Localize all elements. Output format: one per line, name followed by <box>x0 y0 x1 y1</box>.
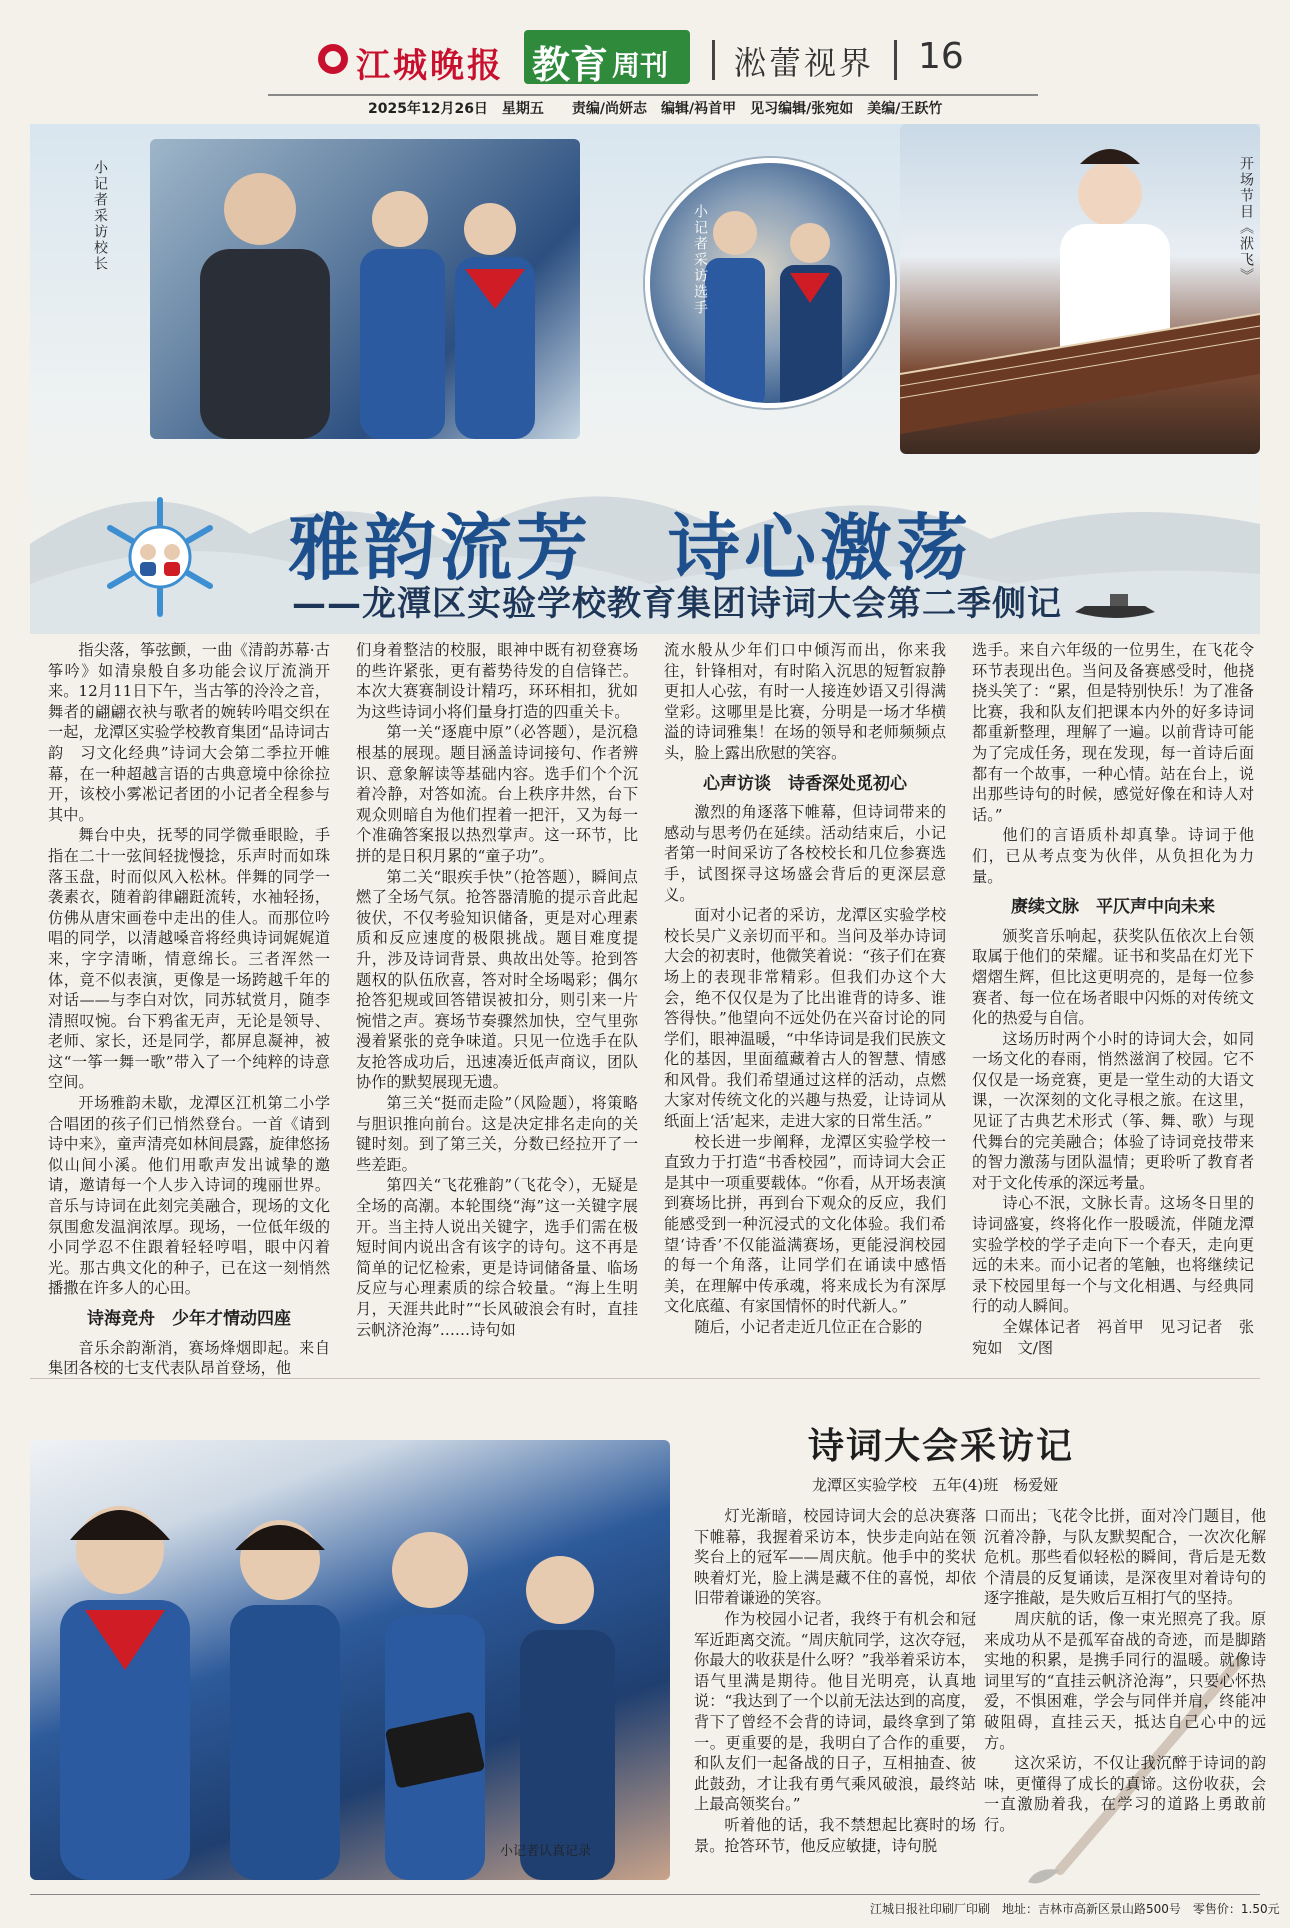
paragraph: 灯光渐暗，校园诗词大会的总决赛落下帷幕，我握着采访本，快步走向站在领奖台上的冠军——周庆航。他手中的奖状映着灯光，脸上满是藏不住的喜悦，却依旧带着谦逊的笑容。 <box>694 1507 976 1608</box>
article-byline: 全媒体记者 祃首甲 见习记者 张宛如 文/图 <box>972 1318 1254 1357</box>
paragraph: 口而出；飞花令比拼，面对冷门题目，他沉着冷静，与队友默契配合，一次次化解危机。那些看似轻松的瞬间，背后是无数个清晨的反复诵读，是深夜里对着诗句的逐字推敲，是失败后互相打气的坚持。 <box>984 1507 1266 1608</box>
paragraph: 开场雅韵未歇，龙潭区江机第二小学合唱团的孩子们已悄然登台。一首《请到诗中来》，童声清亮如林间晨露，旋律悠扬似山间小溪。他们用歌声发出诚挚的邀请，邀请每一个人步入诗词的瑰丽世界。音乐与诗词在此刻完美融合，现场的文化氛围愈发温润浓厚。现场，一位低年级的小同学忍不住跟着轻轻哼唱，眼中闪着光。那古典文化的种子，已在这一刻悄然播撒在许多人的心田。 <box>48 1094 330 1298</box>
snowflake-reporter-emblem-icon <box>90 492 230 622</box>
story2-column-2 <box>984 1506 1266 1836</box>
caption-interview-principal: 小记者采访校长 <box>92 160 108 272</box>
article-column-1 <box>48 640 330 1379</box>
paragraph: 校长进一步阐释，龙潭区实验学校一直致力于打造“书香校园”，而诗词大会正是其中一项重要载体。“你看，从开场表演到赛场比拼，再到台下观众的反应，我们能感受到一种沉浸式的文化体验。我们希望‘诗香’不仅能溢满赛场，更能浸润校园的每一个角落，让同学们在诵读中感悟美，在理解中传承魂，将来成长为有深厚文化底蕴、有家国情怀的时代新人。” <box>664 1132 946 1316</box>
hero-section <box>30 124 1260 634</box>
paragraph: 听着他的话，我不禁想起比赛时的场景。抢答环节，他反应敏捷，诗句脱 <box>694 1815 976 1855</box>
caption-interview-contestants: 小记者采访选手 <box>692 204 708 316</box>
article-column-4 <box>972 640 1254 1358</box>
masthead <box>0 0 1290 125</box>
paragraph: 周庆航的话，像一束光照亮了我。原来成功从不是孤军奋战的奇迹，而是脚踏实地的积累，是携手同行的温暖。就像诗词里写的“直挂云帆济沧海”，只要心怀热爱，不惧困难，学会与同伴并肩，终能冲破阻碍，直挂云天，抵达自己心中的远方。 <box>984 1609 1266 1752</box>
page-number: 16 <box>918 36 964 77</box>
paragraph: 第三关“挺而走险”（风险题），将策略与胆识推向前台。这是决定排名走向的关键时刻。到了第三关，分数已经拉开了一些差距。 <box>356 1094 638 1174</box>
paragraph: 第二关“眼疾手快”（抢答题），瞬间点燃了全场气氛。抢答器清脆的提示音此起彼伏，不仅考验知识储备，更是对心理素质和反应速度的极限挑战。题目难度提升，涉及诗词背景、典故出处等。抢到答题权的队伍欣喜，答对时全场喝彩；偶尔抢答犯规或回答错误被扣分，则引来一片惋惜之声。赛场节奏骤然加快，空气里弥漫着紧张的竞争味道。只见一位选手在队友抢答成功后，迅速凑近低声商议，团队协作的默契展现无遗。 <box>356 867 638 1092</box>
paragraph: 这场历时两个小时的诗词大会，如同一场文化的春雨，悄然滋润了校园。它不仅仅是一场竞赛，更是一堂生动的大语文课，一次深刻的文化寻根之旅。在这里，见证了古典艺术形式（筝、舞、歌）与现代舞台的完美融合；体验了诗词竞技带来的智力激荡与团队温情；更聆听了教育者对于文化传承的深远考量。 <box>972 1029 1254 1192</box>
date-and-editors: 2025年12月26日 星期五 责编/尚妍志 编辑/祃首甲 见习编辑/张宛如 美编/王跃竹 <box>368 101 943 117</box>
section-name: 淞蕾视界 <box>734 44 875 82</box>
caption-opening-program: 开场节目《洑飞》 <box>1238 156 1254 284</box>
photo-guzheng-icon <box>900 124 1260 454</box>
headline-text: 雅韵流芳 诗心激荡 <box>288 506 973 590</box>
photo-reporters-taking-notes <box>30 1440 670 1880</box>
newspaper-name: 江城晚报 <box>356 46 504 86</box>
edu-weekly-title: 教育 <box>532 42 609 87</box>
masthead-divider <box>894 40 897 80</box>
article-subheadline: ——龙潭区实验学校教育集团诗词大会第二季侧记 <box>292 584 1062 624</box>
story2-byline: 龙潭区实验学校 五年(4)班 杨爱娅 <box>812 1476 1059 1494</box>
photo-figures-icon <box>650 163 895 408</box>
footer-rule <box>30 1894 1260 1895</box>
story-divider <box>30 1378 1260 1379</box>
paragraph: 他们的言语质朴却真挚。诗词于他们，已从考点变为伙伴，从负担化为力量。 <box>972 826 1254 886</box>
paragraph: 随后，小记者走近几位正在合影的 <box>694 1318 923 1336</box>
caption-reporters-taking-notes: 小记者认真记录 <box>500 1844 592 1859</box>
ink-boat-icon <box>1070 584 1160 624</box>
section-heading: 诗海竞舟 少年才情动四座 <box>87 1309 291 1329</box>
paragraph: 们身着整洁的校服，眼神中既有初登赛场的些许紧张，更有蓄势待发的自信锋芒。本次大赛赛制设计精巧，环环相扣，犹如为这些诗词小将们量身打造的四重关卡。 <box>356 641 638 721</box>
article-column-3 <box>664 640 946 1338</box>
paragraph: 面对小记者的采访，龙潭区实验学校校长吴广义亲切而平和。当问及举办诗词大会的初衷时，他微笑着说：“孩子们在赛场上的表现非常精彩。但我们办这个大会，绝不仅仅是为了比出谁背的诗多、谁答得快。”他望向不远处仍在兴奋讨论的同学们，眼神温暖，“中华诗词是我们民族文化的基因，里面蕴藏着古人的智慧、情感和风骨。我们希望通过这样的活动，点燃大家对传统文化的兴趣与热爱，让诗词从纸面上‘活’起来，走进大家的日常生活。” <box>664 906 946 1131</box>
paragraph: 这次采访，不仅让我沉醉于诗词的韵味，更懂得了成长的真谛。这份收获，会一直激励着我，在学习的道路上勇敢前行。 <box>984 1754 1266 1834</box>
paragraph: 第四关“飞花雅韵”（飞花令），无疑是全场的高潮。本轮围绕“海”这一关键字展开。当主持人说出关键字，选手们需在极短时间内说出含有该字的诗句。这不再是简单的记忆检索，更是诗词储备量、临场反应与心理素质的综合较量。“海上生明月，天涯共此时”“长风破浪会有时，直挂云帆济沧海”……诗句如 <box>356 1176 638 1339</box>
paragraph: 流水般从少年们口中倾泻而出，你来我往，针锋相对，有时陷入沉思的短暂寂静更扣人心弦，有时一人接连妙语又引得满堂彩。这哪里是比赛，分明是一场才华横溢的诗词雅集！在场的领导和老师频频点头，脸上露出欣慰的笑容。 <box>664 641 946 762</box>
photo-reporter-interviews-contestants <box>645 158 895 408</box>
paragraph: 指尖落，筝弦颤，一曲《清韵苏幕·古筝吟》如清泉般自多功能会议厅流淌开来。12月11日下午，当古筝的泠泠之音，舞者的翩翩衣袂与歌者的婉转吟唱交织在一起，龙潭区实验学校教育集团“品诗词古韵 习文化经典”诗词大会第二季拉开帷幕，在一种超越言语的古典意境中徐徐拉开，该校小雾凇记者团的小记者全程参与其中。 <box>48 641 330 824</box>
paragraph: 舞台中央，抚琴的同学微垂眼睑，手指在二十一弦间轻拢慢捻，乐声时而如珠落玉盘，时而似风入松林。伴舞的同学一袭素衣，随着韵律翩跹流转，水袖轻扬，仿佛从唐宋画卷中走出的佳人。而那位吟唱的同学，以清越嗓音将经典诗词娓娓道来，字字清晰，情意绵长。三者浑然一体，竟不似表演，更像是一场跨越千年的对话——与李白对饮，同苏轼赏月，随李清照叹惋。台下鸦雀无声，无论是领导、老师、家长，还是同学，都屏息凝神，被这“一筝一舞一歌”带入了一个纯粹的诗意空间。 <box>48 826 330 1092</box>
section-heading: 赓续文脉 平仄声中向未来 <box>1011 897 1215 918</box>
edu-weekly-subtitle: 周刊 <box>612 49 669 82</box>
article-column-2 <box>356 640 638 1340</box>
paragraph: 颁奖音乐响起，获奖队伍依次上台领取属于他们的荣耀。证书和奖品在灯光下熠熠生辉，但比这更明亮的，是每一位参赛者、每一位在场者眼中闪烁的对传统文化的热爱与自信。 <box>972 926 1254 1028</box>
masthead-divider <box>712 40 715 80</box>
photo-students-icon <box>30 1440 670 1880</box>
photo-opening-guzheng-performance <box>900 124 1260 454</box>
paragraph: 选手。来自六年级的一位男生，在飞花令环节表现出色。当问及备赛感受时，他挠挠头笑了：“累，但是特别快乐！为了准备比赛，我和队友们把课本内外的好多诗词都重新整理，理解了一遍。以前背诗可能为了完成任务，现在发现，每一首诗后面都有一个故事，一种心情。站在台上，说出那些诗句的时候，感觉好像在和诗人对话。” <box>972 641 1254 824</box>
masthead-rule <box>268 94 1038 96</box>
paragraph: 激烈的角逐落下帷幕，但诗词带来的感动与思考仍在延续。活动结束后，小记者第一时间采访了各校校长和几位参赛选手，试图探寻这场盛会背后的更深层意义。 <box>664 803 946 904</box>
newspaper-logo-icon <box>318 44 348 74</box>
story2-headline: 诗词大会采访记 <box>808 1426 1075 1467</box>
photo-reporter-interviews-principal <box>150 139 580 439</box>
paragraph: 作为校园小记者，我终于有机会和冠军近距离交流。“周庆航同学，这次夺冠，你最大的收获是什么呀？”我举着采访本，语气里满是期待。他目光明亮，认真地说：“我达到了一个以前无法达到的高度，背下了曾经不会背的诗词，最终拿到了第一。更重要的是，我明白了合作的重要，和队友们一起备战的日子，互相抽查、彼此鼓劲，才让我有勇气乘风破浪，最终站上最高领奖台。” <box>694 1609 976 1814</box>
paragraph: 诗心不泯，文脉长青。这场冬日里的诗词盛宴，终将化作一股暖流，伴随龙潭实验学校的学子走向下一个春天，走向更远的未来。而小记者的笔触，也将继续记录下校园里每一个与文化相遇、与经典同行的动人瞬间。 <box>972 1194 1254 1316</box>
printer-footer: 江城日报社印刷厂印刷 地址：吉林市高新区景山路500号 零售价：1.50元 <box>870 1902 1280 1916</box>
photo-figures-icon <box>150 139 580 439</box>
paragraph: 音乐余韵渐消，赛场烽烟即起。来自集团各校的七支代表队昂首登场，他 <box>48 1338 330 1378</box>
paragraph: 第一关“逐鹿中原”（必答题），是沉稳根基的展现。题目涵盖诗词接句、作者辨识、意象解读等基础内容。选手们个个沉着冷静，对答如流。台上秩序井然，台下观众则暗自为他们捏着一把汗，又为每一个准确答案报以热烈掌声。这一环节，比拼的是日积月累的“童子功”。 <box>356 723 638 865</box>
section-heading: 心声访谈 诗香深处觅初心 <box>703 773 907 794</box>
story2-column-1 <box>694 1506 976 1856</box>
